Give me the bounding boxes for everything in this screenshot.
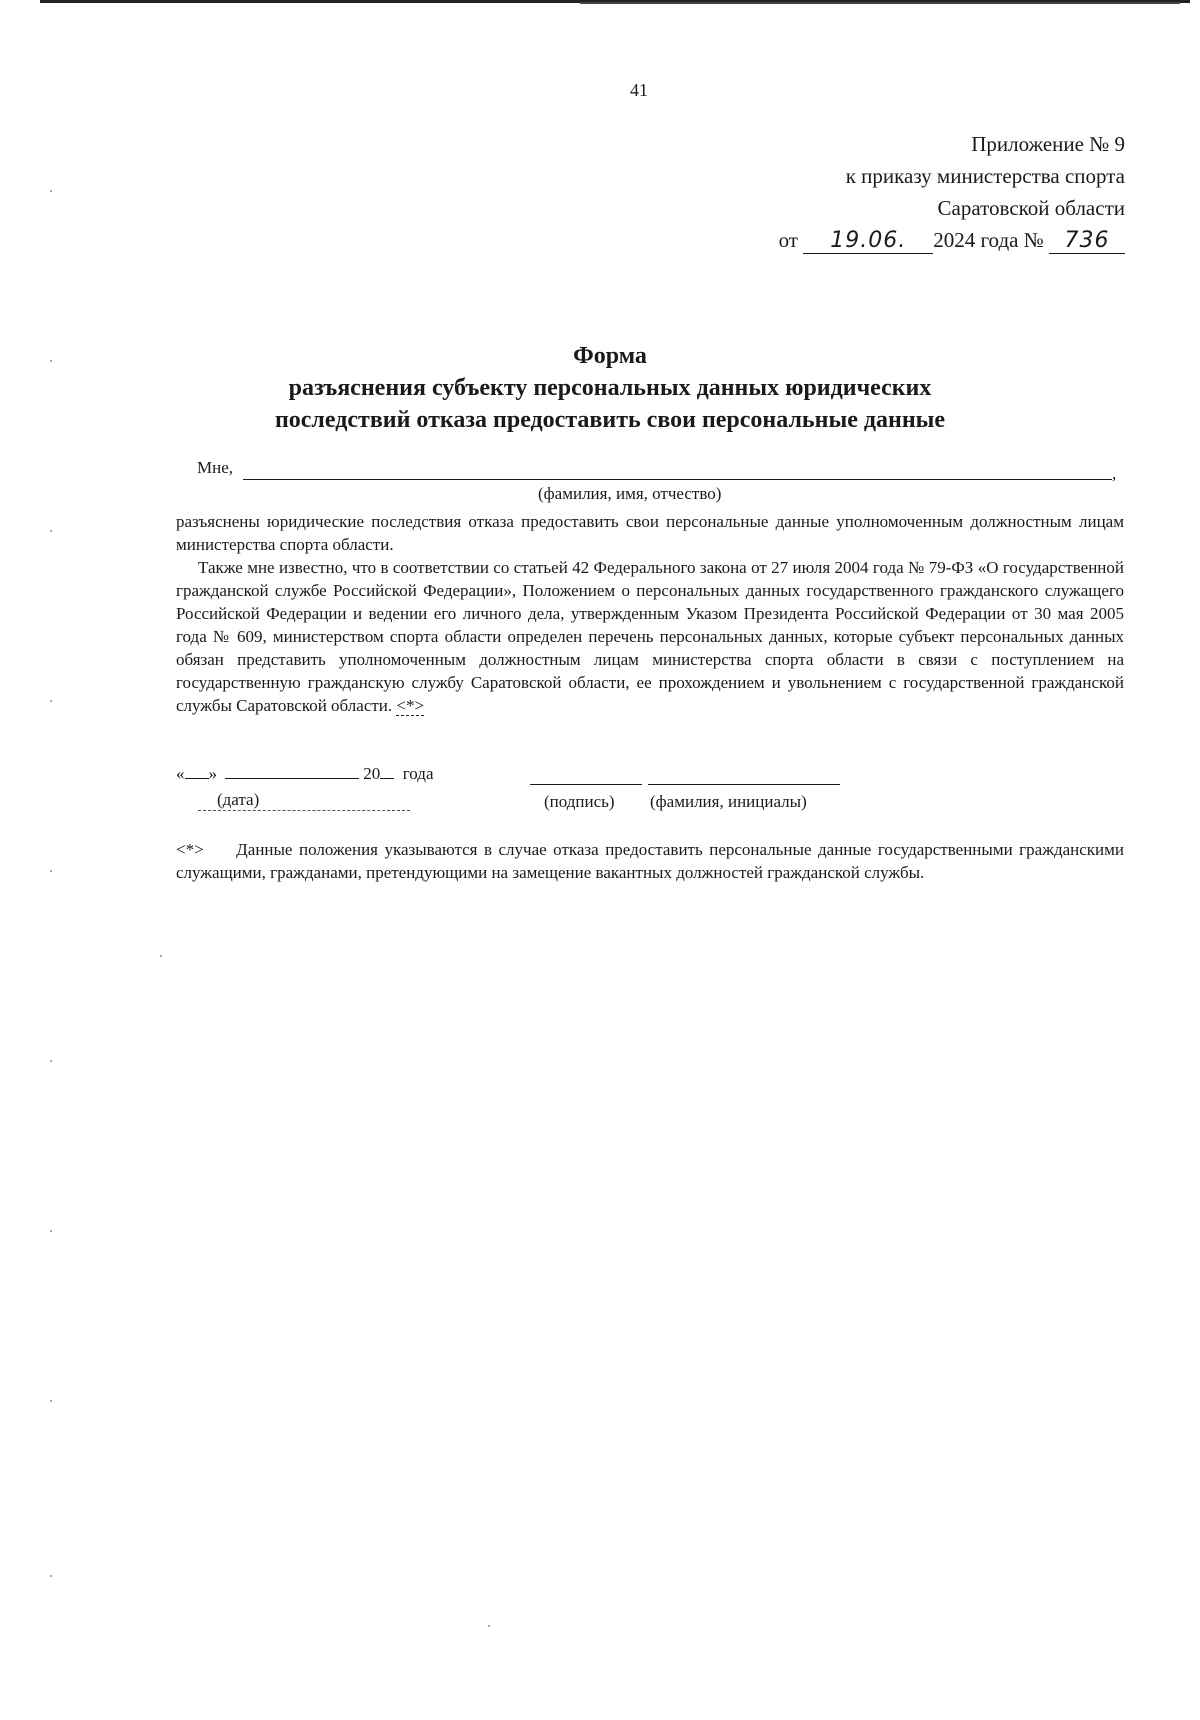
scan-speck [50,870,52,872]
scan-speck [50,530,52,532]
appendix-year-text: 2024 года № [933,228,1044,252]
fio-field-comma: , [1112,464,1117,483]
signature-line [530,784,642,785]
form-subtitle-line-2: последствий отказа предоставить свои персональные данные [274,407,946,433]
year-blank [380,778,394,779]
appendix-line-3: Саратовской области [937,196,1125,220]
appendix-line-1: Приложение № 9 [971,132,1125,156]
quote-close: » [208,764,217,783]
date-hint: (дата) [217,790,260,809]
day-blank [185,778,209,779]
handwritten-order-number: 736 [1049,229,1125,254]
paragraph-legal-basis [176,556,1124,717]
footnote-mark: <*> [176,840,204,859]
name-initials-hint: (фамилия, инициалы) [650,792,807,811]
date-field [176,764,434,784]
scan-top-border-thick [580,2,1180,4]
form-subtitle-line-1: разъяснения субъекту персональных данных юридических [288,375,932,401]
scan-speck [160,955,162,957]
form-title: Форма [573,343,647,369]
scan-speck [50,1060,52,1062]
appendix-from-prefix: от [778,228,798,252]
paragraph-consequences: разъяснены юридические последствия отказа предоставить свои персональные данные уполномоченным должностным лицам министерства спорта области. [176,512,1124,554]
scan-speck [50,1400,52,1402]
footnote [176,838,1124,884]
signature-hint: (подпись) [544,792,615,811]
appendix-date-line [605,224,1125,256]
footnote-text: Данные положения указываются в случае отказа предоставить персональные данные государственными гражданскими служащими, гражданами, претендующими на замещение вакантных должностей гражданской службы. [176,840,1124,882]
scan-speck [50,1575,52,1577]
month-blank [225,778,359,779]
quote-open: « [176,764,185,783]
page-number: 41 [630,80,648,100]
me-label: Мне, [197,458,234,477]
paragraph-legal-basis-text: Также мне известно, что в соответствии со статьей 42 Федерального закона от 27 июля 2004 года № 79-ФЗ «О государственной гражданской службе Российской Федерации», Положением о персональных данных государственного гражданского служащего Российской Федерации и ведении его личного дела, утвержденным Указом Президента Российской Федерации от 30 мая 2005 года № 609, министерством спорта области определен перечень персональных данных, которые субъект персональных данных обязан представить уполномоченным должностным лицам министерства спорта области в связи с поступлением на государственную гражданскую службу Саратовской области, ее прохождением и увольнением с государственной гражданской службы Саратовской области. [176,558,1124,715]
fio-field-line [243,479,1112,480]
scan-speck [488,1625,490,1627]
scan-speck [50,1230,52,1232]
footnote-reference: <*> [396,696,425,715]
handwritten-date: 19.06. [803,229,933,254]
appendix-header [605,128,1125,256]
scan-speck [50,700,52,702]
scan-speck [50,190,52,192]
scan-speck [50,360,52,362]
fio-hint: (фамилия, имя, отчество) [538,484,722,503]
footnote-separator [198,810,410,811]
appendix-line-2: к приказу министерства спорта [845,164,1125,188]
century-text: 20 [363,764,381,783]
name-initials-line [648,784,840,785]
year-word: года [402,764,434,783]
